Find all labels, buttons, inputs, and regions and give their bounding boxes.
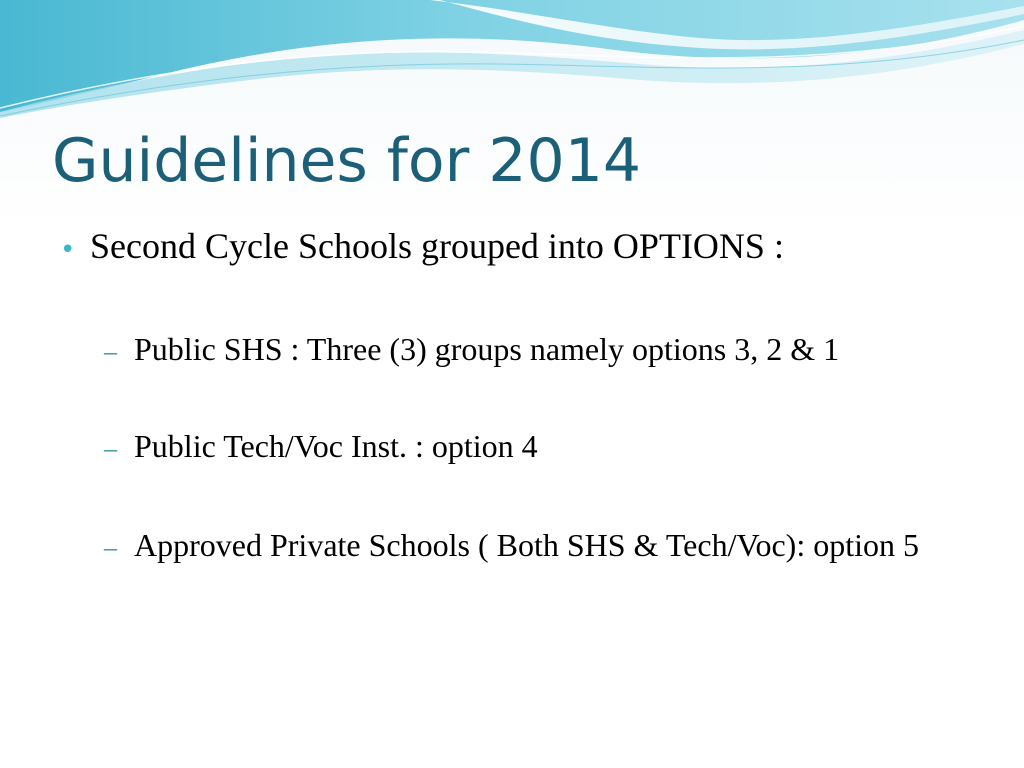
bullet-text: Second Cycle Schools grouped into OPTIONS : (90, 226, 784, 266)
dash-icon: – (104, 533, 117, 562)
dash-icon: – (104, 434, 117, 463)
sub-item-text: Public SHS : Three (3) groups namely options 3, 2 & 1 (134, 331, 840, 367)
sub-item-public-tech-voc (104, 427, 984, 465)
wave-banner-icon (0, 0, 1024, 130)
page-title: Guidelines for 2014 (52, 126, 642, 196)
bullet-dot-icon: • (60, 235, 76, 265)
sub-item-private-schools (104, 526, 984, 564)
sub-item-text: Approved Private Schools ( Both SHS & Tech/Voc): option 5 (134, 527, 919, 563)
sub-item-text: Public Tech/Voc Inst. : option 4 (134, 428, 538, 464)
bullet-item (60, 225, 980, 268)
dash-icon: – (104, 337, 117, 366)
sub-item-public-shs (104, 330, 984, 368)
